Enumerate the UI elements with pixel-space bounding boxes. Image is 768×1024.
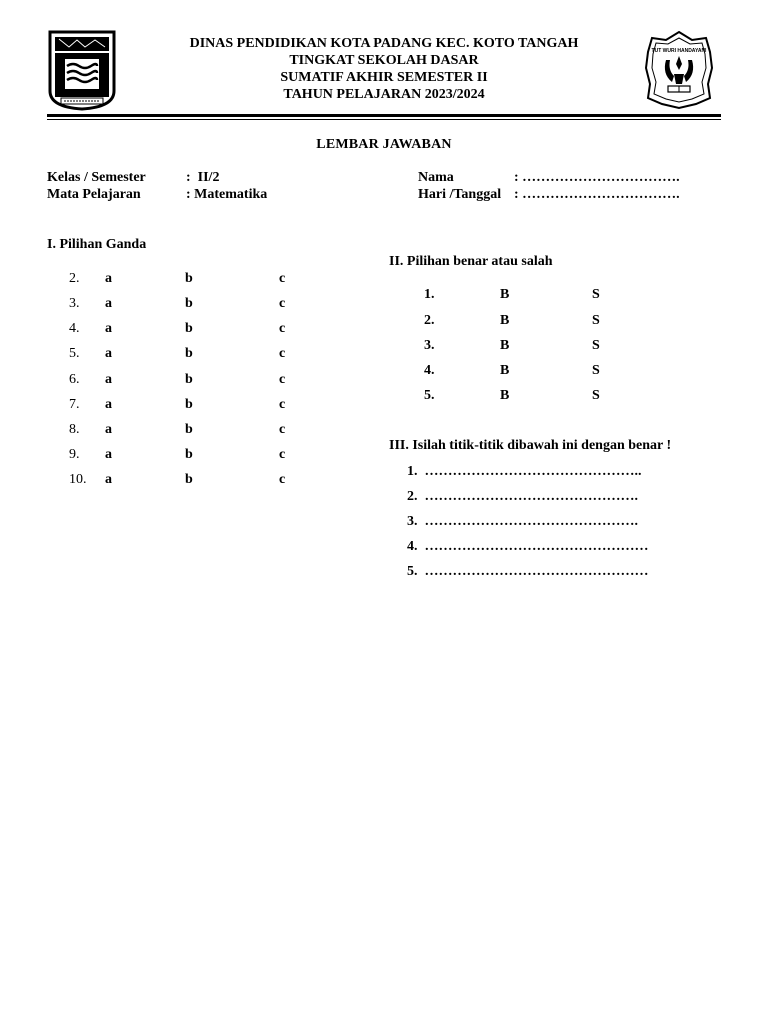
option-benar: B xyxy=(500,363,510,378)
option-c: c xyxy=(279,296,286,311)
section-1-title: I. Pilihan Ganda xyxy=(47,237,147,252)
section-2-title: II. Pilihan benar atau salah xyxy=(389,254,553,269)
option-b: b xyxy=(185,372,193,387)
fill-blank-item: 5. ………………………………………… xyxy=(407,564,649,579)
option-salah: S xyxy=(592,313,600,328)
kelas-label: Kelas / Semester xyxy=(47,170,146,185)
option-a: a xyxy=(105,447,112,462)
item-number: 10. xyxy=(69,472,87,487)
nama-label: Nama xyxy=(418,170,454,185)
header-line-3: SUMATIF AKHIR SEMESTER II xyxy=(280,70,488,85)
option-salah: S xyxy=(592,338,600,353)
svg-text:TUT WURI HANDAYANI: TUT WURI HANDAYANI xyxy=(651,48,707,54)
item-number: 2. xyxy=(424,313,435,328)
item-number: 5. xyxy=(69,346,80,361)
option-b: b xyxy=(185,271,193,286)
option-c: c xyxy=(279,321,286,336)
hari-label: Hari /Tanggal xyxy=(418,187,502,202)
header-divider-thick xyxy=(47,114,721,117)
option-c: c xyxy=(279,346,286,361)
list-item xyxy=(424,388,624,406)
option-c: c xyxy=(279,422,286,437)
item-number: 4. xyxy=(69,321,80,336)
header-line-1: DINAS PENDIDIKAN KOTA PADANG KEC. KOTO TANGAH xyxy=(189,36,579,51)
header-line-4: TAHUN PELAJARAN 2023/2024 xyxy=(283,87,485,102)
list-item xyxy=(424,338,624,356)
option-c: c xyxy=(279,372,286,387)
option-a: a xyxy=(105,271,112,286)
option-a: a xyxy=(105,472,112,487)
option-a: a xyxy=(105,321,112,336)
option-c: c xyxy=(279,472,286,487)
option-b: b xyxy=(185,296,193,311)
mapel-label: Mata Pelajaran xyxy=(47,187,141,202)
page-title: LEMBAR JAWABAN xyxy=(316,137,452,152)
item-number: 5. xyxy=(424,388,435,403)
option-b: b xyxy=(185,397,193,412)
item-number: 3. xyxy=(424,338,435,353)
item-number: 1. xyxy=(424,287,435,302)
item-number: 6. xyxy=(69,372,80,387)
option-a: a xyxy=(105,397,112,412)
option-benar: B xyxy=(500,287,510,302)
list-item xyxy=(424,363,624,381)
option-c: c xyxy=(279,271,286,286)
option-salah: S xyxy=(592,363,600,378)
header-line-2: TINGKAT SEKOLAH DASAR xyxy=(289,53,479,68)
option-salah: S xyxy=(592,287,600,302)
option-b: b xyxy=(185,321,193,336)
option-a: a xyxy=(105,372,112,387)
option-benar: B xyxy=(500,338,510,353)
option-b: b xyxy=(185,472,193,487)
option-benar: B xyxy=(500,313,510,328)
kelas-value: : II/2 xyxy=(186,170,220,185)
option-benar: B xyxy=(500,388,510,403)
option-a: a xyxy=(105,296,112,311)
option-c: c xyxy=(279,397,286,412)
option-salah: S xyxy=(592,388,600,403)
fill-blank-item: 1. ……………………………………….. xyxy=(407,464,642,479)
item-number: 9. xyxy=(69,447,80,462)
fill-blank-item: 3. ………………………………………. xyxy=(407,514,638,529)
fill-blank-item: 4. ………………………………………… xyxy=(407,539,649,554)
list-item xyxy=(424,313,624,331)
item-number: 8. xyxy=(69,422,80,437)
option-a: a xyxy=(105,346,112,361)
item-number: 2. xyxy=(69,271,80,286)
tut-wuri-handayani-emblem-icon xyxy=(644,30,714,110)
option-a: a xyxy=(105,422,112,437)
header-divider-thin xyxy=(47,119,721,120)
option-b: b xyxy=(185,447,193,462)
fill-blank-item: 2. ………………………………………. xyxy=(407,489,638,504)
padang-city-crest-icon xyxy=(47,29,117,111)
list-item xyxy=(424,287,624,305)
mapel-value: : Matematika xyxy=(186,187,268,202)
section-3-title: III. Isilah titik-titik dibawah ini dengan benar ! xyxy=(389,438,672,453)
item-number: 4. xyxy=(424,363,435,378)
option-c: c xyxy=(279,447,286,462)
item-number: 3. xyxy=(69,296,80,311)
nama-value: : ……………………………. xyxy=(514,170,680,185)
option-b: b xyxy=(185,346,193,361)
hari-value: : ……………………………. xyxy=(514,187,680,202)
option-b: b xyxy=(185,422,193,437)
item-number: 7. xyxy=(69,397,80,412)
